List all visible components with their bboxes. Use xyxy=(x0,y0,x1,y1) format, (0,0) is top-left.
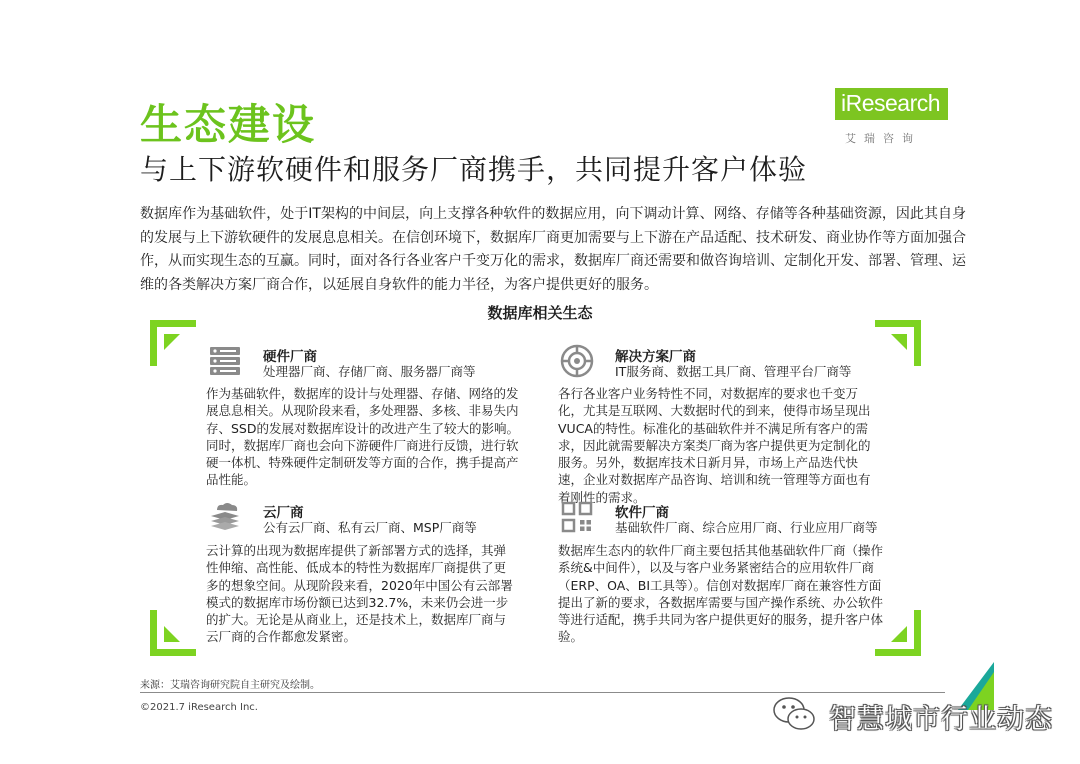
cloud-stack-icon xyxy=(208,500,242,534)
card-body-software: 数据库生态内的软件厂商主要包括其他基础软件厂商（操作系统&中间件），以及与客户业务紧密结合的应用软件厂商（ERP、OA、BI工具等）。信创对数据库厂商在兼容性方面提出了新的要求，各数据库需要与国产操作系统、办公软件等进行适配，携手共同为客户提供更好的服务，提升客户体验。 xyxy=(558,543,884,645)
account-watermark: 智慧城市行业动态 xyxy=(829,704,1053,735)
solution-icon xyxy=(560,344,594,378)
card-body-hardware: 作为基础软件，数据库的设计与处理器、存储、网络的发展息息相关。从现阶段来看，多处理器、多核、非易失内存、SSD的发展对数据库设计的改进产生了较大的影响。同时，数据库厂商也会向下游硬件厂商进行反馈，进行软硬一体机、特殊硬件定制研发等方面的合作，携手提高产品性能。 xyxy=(206,386,519,488)
card-title-hardware: 硬件厂商 xyxy=(263,349,317,365)
wechat-icon xyxy=(771,695,817,733)
server-icon xyxy=(208,344,242,378)
card-title-solution: 解决方案厂商 xyxy=(615,349,696,365)
card-subtitle-software: 基础软件厂商、综合应用厂商、行业应用厂商等 xyxy=(615,520,878,535)
page-title: 生态建设 xyxy=(140,100,317,149)
footer-divider xyxy=(140,692,945,693)
source-note: 来源：艾瑞咨询研究院自主研究及绘制。 xyxy=(140,680,320,691)
app-grid-icon xyxy=(560,500,594,534)
logo-brand-cn: 艾瑞咨询 xyxy=(845,132,921,145)
card-body-cloud: 云计算的出现为数据库提供了新部署方式的选择，其弹性伸缩、高性能、低成本的特性为数据库厂商提供了更多的想象空间。从现阶段来看，2020年中国公有云部署模式的数据库市场份额已达到32.7%，未来仍会进一步的扩大。无论是从商业上，还是技术上，数据库厂商与云厂商的合作都愈发紧密。 xyxy=(206,543,513,645)
card-title-cloud: 云厂商 xyxy=(263,505,304,521)
corner-bracket-top-left xyxy=(150,320,196,366)
card-subtitle-solution: IT服务商、数据工具厂商、管理平台厂商等 xyxy=(615,364,852,379)
card-subtitle-hardware: 处理器厂商、存储厂商、服务器厂商等 xyxy=(263,364,476,379)
card-subtitle-cloud: 公有云厂商、私有云厂商、MSP厂商等 xyxy=(263,520,477,535)
logo-brand: iResearch xyxy=(835,88,948,120)
corner-bracket-bottom-left xyxy=(150,610,196,656)
corner-bracket-top-right xyxy=(875,320,921,366)
iresearch-logo xyxy=(835,88,950,150)
card-body-solution: 各行各业客户业务特性不同，对数据库的要求也千变万化，尤其是互联网、大数据时代的到来，使得市场呈现出VUCA的特性。标准化的基础软件并不满足所有客户的需求，因此就需要解决方案类厂商为客户提供更为定制化的服务。另外，数据库技术日新月异，市场上产品迭代快速，企业对数据库产品咨询、培训和统一管理等方面也有着刚性的需求。 xyxy=(558,386,871,505)
intro-paragraph: 数据库作为基础软件，处于IT架构的中间层，向上支撑各种软件的数据应用，向下调动计算、网络、存储等各种基础资源，因此其自身的发展与上下游软硬件的发展息息相关。在信创环境下，数据库厂商更加需要与上下游在产品适配、技术研发、商业协作等方面加强合作，从而实现生态的互赢。同时，面对各行各业客户千变万化的需求，数据库厂商还需要和做咨询培训、定制化开发、部署、管理、运维的各类解决方案厂商合作，以延展自身软件的能力半径，为客户提供更好的服务。 xyxy=(140,206,966,293)
card-title-software: 软件厂商 xyxy=(615,505,669,521)
page-subtitle: 与上下游软硬件和服务厂商携手，共同提升客户体验 xyxy=(140,153,808,186)
diagram-title: 数据库相关生态 xyxy=(487,304,593,322)
copyright: ©2021.7 iResearch Inc. xyxy=(140,702,258,713)
